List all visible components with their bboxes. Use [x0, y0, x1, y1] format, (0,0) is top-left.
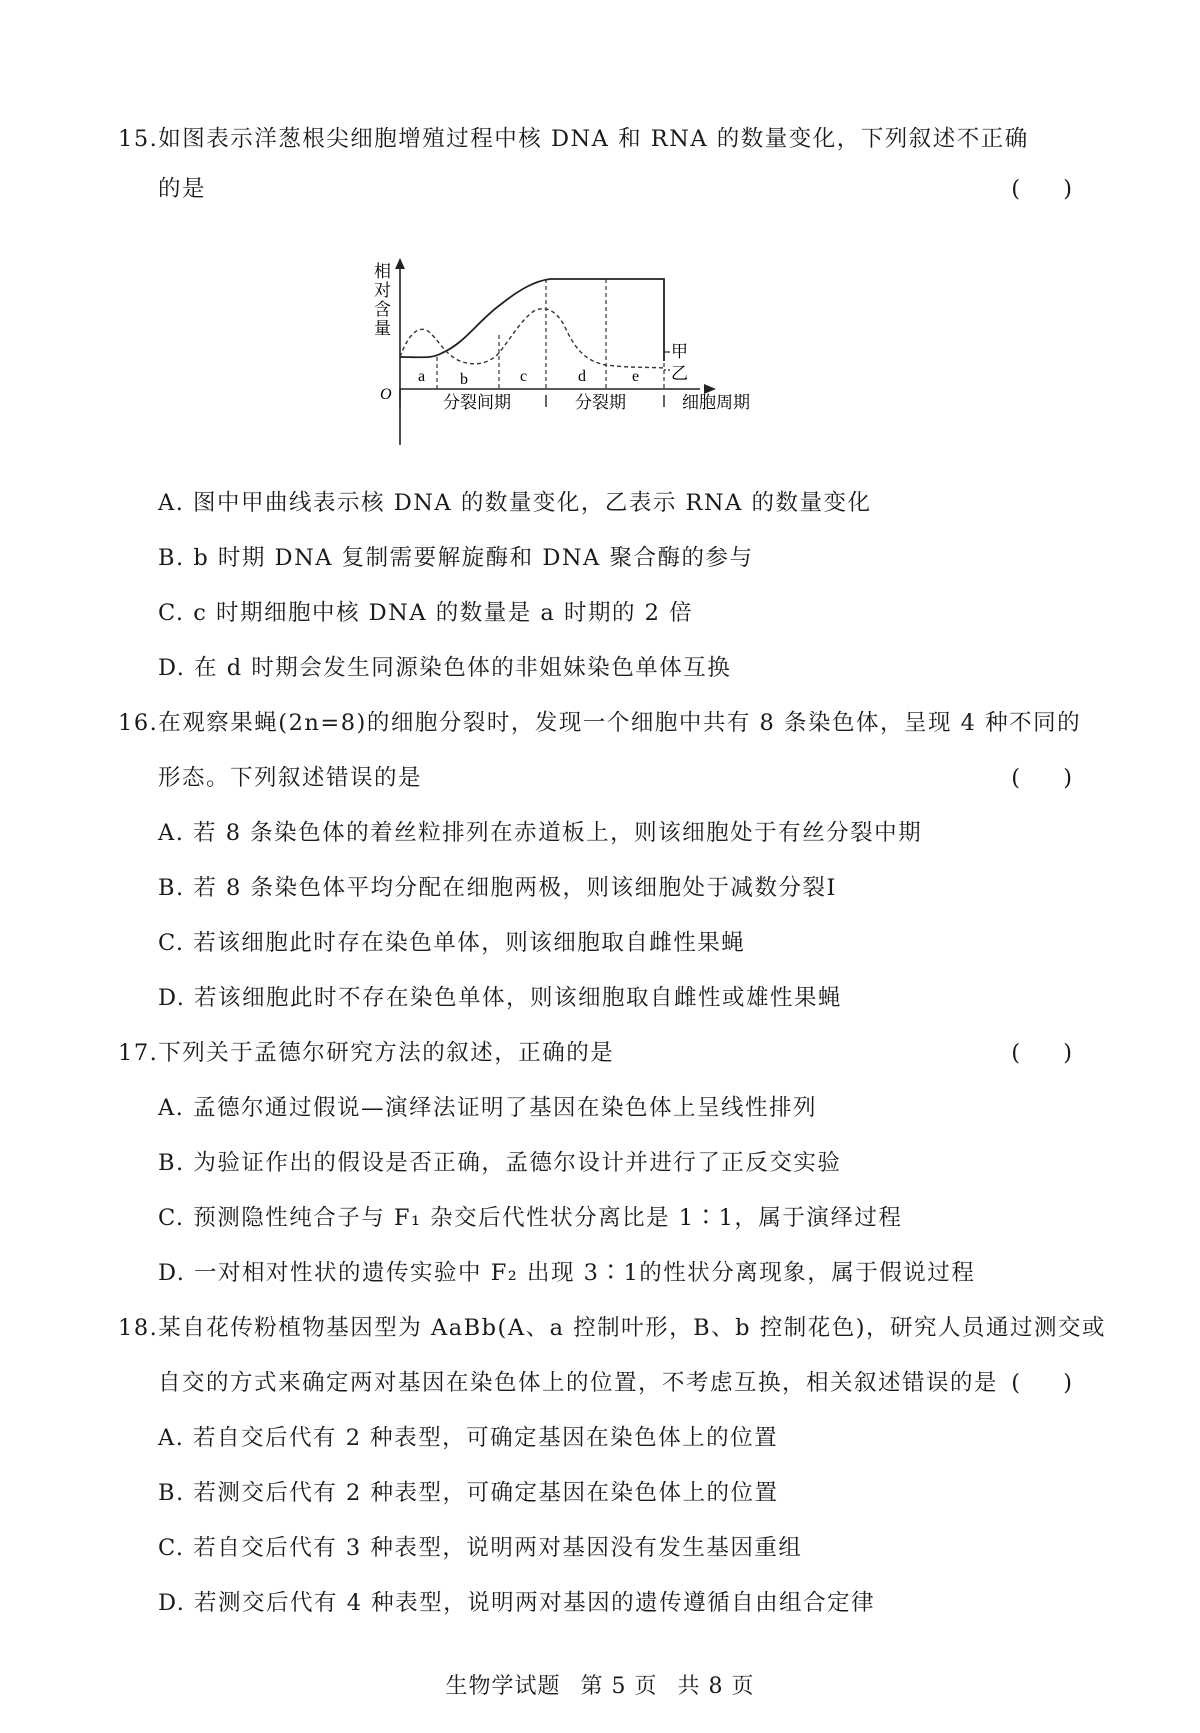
q17-number: 17.: [118, 1040, 159, 1066]
q16-stem-line2: 形态。下列叙述错误的是: [158, 765, 423, 791]
phase-label-a: a: [418, 368, 426, 385]
phase-label-c: c: [520, 368, 528, 385]
curve-label-jia: 甲: [671, 342, 688, 361]
curve-label-yi: 乙: [671, 364, 688, 383]
footer-total: 共 8 页: [677, 1674, 755, 1699]
q16-number: 16.: [118, 710, 159, 736]
q16-option-d: D. 若该细胞此时不存在染色单体，则该细胞取自雌性或雄性果蝇: [158, 985, 843, 1011]
q15-option-b: B. b 时期 DNA 复制需要解旋酶和 DNA 聚合酶的参与: [158, 545, 754, 571]
q15-option-d: D. 在 d 时期会发生同源染色体的非姐妹染色单体互换: [158, 655, 732, 681]
q15-stem-text: 如图表示洋葱根尖细胞增殖过程中核 DNA 和 RNA 的数量变化，下列叙述不正确: [158, 126, 1029, 152]
q16-option-a: A. 若 8 条染色体的着丝粒排列在赤道板上，则该细胞处于有丝分裂中期: [158, 820, 923, 846]
q15-stem-line1: [118, 124, 1029, 154]
q18-option-b: B. 若测交后代有 2 种表型，可确定基因在染色体上的位置: [158, 1480, 779, 1506]
q16-option-c: C. 若该细胞此时存在染色单体，则该细胞取自雌性果蝇: [158, 930, 746, 956]
q18-option-a: A. 若自交后代有 2 种表型，可确定基因在染色体上的位置: [158, 1425, 779, 1451]
q18-stem-line2: 自交的方式来确定两对基因在染色体上的位置，不考虑互换，相关叙述错误的是: [158, 1370, 999, 1396]
q16-stem-line1: [118, 708, 1081, 738]
x-group-interphase: 分裂间期: [443, 393, 511, 412]
q18-stem-line1: [118, 1313, 1106, 1343]
q16-stem-text: 在观察果蝇(2n=8)的细胞分裂时，发现一个细胞中共有 8 条染色体，呈现 4 种不同的: [158, 710, 1082, 736]
q17-stem-text: 下列关于孟德尔研究方法的叙述，正确的是: [158, 1040, 615, 1066]
q17-option-c: C. 预测隐性纯合子与 F₁ 杂交后代性状分离比是 1∶1，属于演绎过程: [158, 1205, 903, 1231]
q18-number: 18.: [118, 1315, 159, 1341]
q15-answer-paren: ( ): [1011, 176, 1090, 202]
q15-stem-line2: 的是: [158, 176, 207, 202]
q15-option-c: C. c 时期细胞中核 DNA 的数量是 a 时期的 2 倍: [158, 600, 694, 626]
curve-yi: [400, 309, 664, 368]
q15-number: 15.: [118, 126, 159, 152]
phase-label-d: d: [578, 368, 586, 385]
q16-answer-paren: ( ): [1011, 765, 1090, 791]
curve-jia: [400, 279, 664, 361]
y-axis-arrow-icon: [395, 258, 405, 269]
q16-option-b: B. 若 8 条染色体平均分配在细胞两极，则该细胞处于减数分裂Ⅰ: [158, 875, 837, 901]
phase-label-e: e: [632, 368, 640, 385]
q18-option-c: C. 若自交后代有 3 种表型，说明两对基因没有发生基因重组: [158, 1535, 803, 1561]
page-footer: [0, 1672, 1200, 1702]
footer-subject: 生物学试题: [445, 1674, 561, 1699]
y-axis-label: 相对含量: [374, 262, 391, 338]
q18-option-d: D. 若测交后代有 4 种表型，说明两对基因的遗传遵循自由组合定律: [158, 1590, 876, 1616]
q18-stem-text: 某自花传粉植物基因型为 AaBb(A、a 控制叶形，B、b 控制花色)，研究人员通过测交或: [158, 1315, 1107, 1341]
q17-stem-line1: [118, 1038, 614, 1068]
q17-answer-paren: ( ): [1011, 1040, 1090, 1066]
q17-option-d: D. 一对相对性状的遗传实验中 F₂ 出现 3∶1的性状分离现象，属于假说过程: [158, 1260, 976, 1286]
q15-figure: [360, 255, 860, 480]
phase-dividers: [437, 279, 664, 389]
footer-page: 第 5 页: [580, 1674, 658, 1699]
x-group-cell-cycle: 细胞周期: [682, 393, 750, 412]
q17-option-a: A. 孟德尔通过假说—演绎法证明了基因在染色体上呈线性排列: [158, 1095, 818, 1121]
q18-answer-paren: ( ): [1011, 1370, 1090, 1396]
q15-option-a: A. 图中甲曲线表示核 DNA 的数量变化，乙表示 RNA 的数量变化: [158, 490, 872, 516]
phase-label-b: b: [460, 371, 468, 388]
origin-label: O: [380, 386, 392, 403]
x-group-mitosis: 分裂期: [575, 393, 626, 412]
q17-option-b: B. 为验证作出的假设是否正确，孟德尔设计并进行了正反交实验: [158, 1150, 842, 1176]
